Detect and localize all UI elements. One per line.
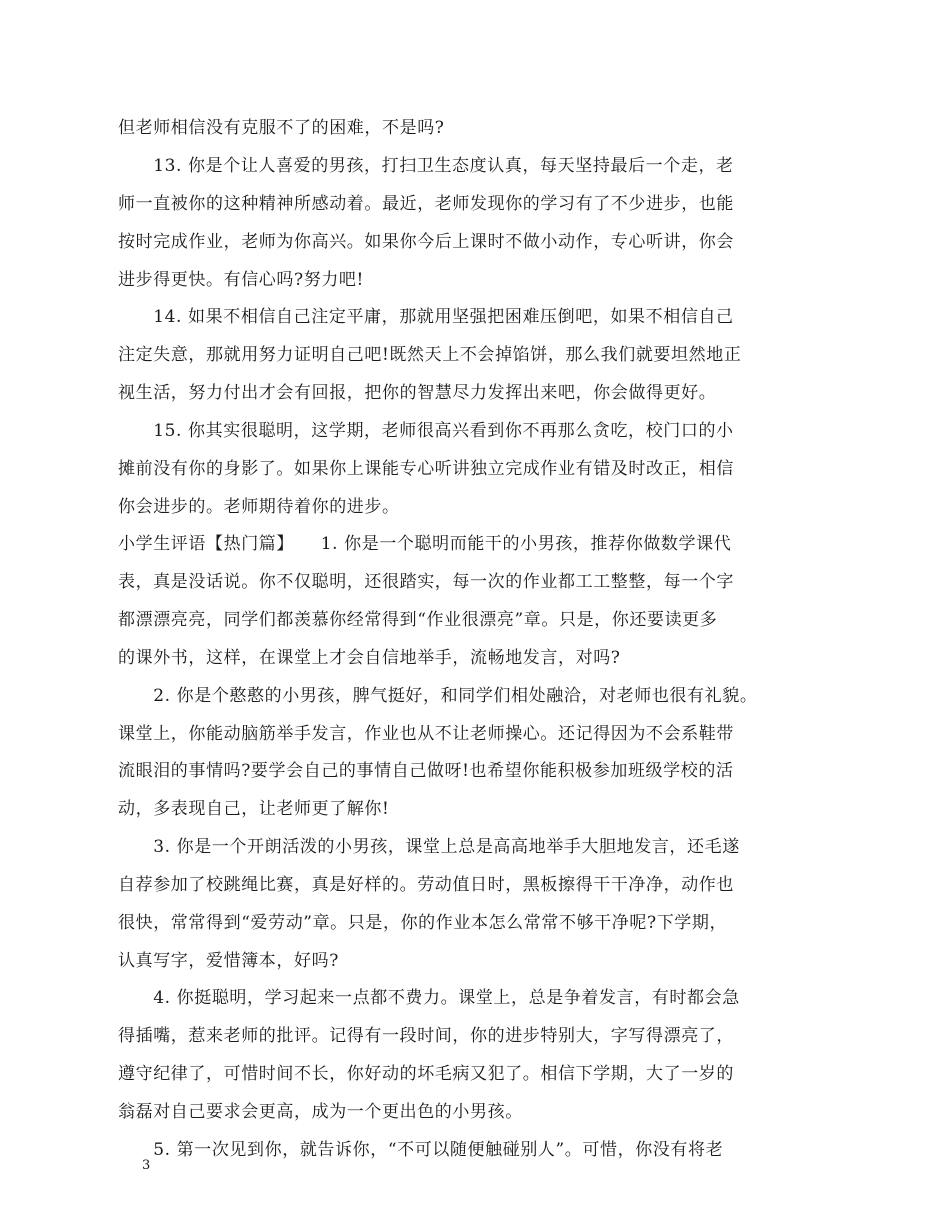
text-line: 13. 你是个让人喜爱的男孩，打扫卫生态度认真，每天坚持最后一个走，老 [118,156,734,176]
text-line: 5. 第一次见到你，就告诉你，“不可以随便触碰别人”。可惜，你没有将老 [118,1140,724,1160]
page-number: 3 [142,1158,151,1173]
text-line: 但老师相信没有克服不了的困难，不是吗? [118,118,445,138]
text-line: 3. 你是一个开朗活泼的小男孩，课堂上总是高高地举手大胆地发言，还毛遂 [118,837,740,857]
text-line: 动，多表现自己，让老师更了解你! [118,799,390,819]
text-line: 小学生评语【热门篇】 1. 你是一个聪明而能干的小男孩，推荐你做数学课代 [118,534,732,554]
text-line: 课堂上，你能动脑筋举手发言，作业也从不让老师操心。还记得因为不会系鞋带 [118,724,734,744]
text-line: 摊前没有你的身影了。如果你上课能专心听讲独立完成作业有错及时改正，相信 [118,459,734,479]
text-line: 认真写字，爱惜簿本，好吗? [118,951,339,971]
text-line: 遵守纪律了，可惜时间不长，你好动的坏毛病又犯了。相信下学期，大了一岁的 [118,1064,734,1084]
text-line: 2. 你是个憨憨的小男孩，脾气挺好，和同学们相处融洽，对老师也很有礼貌。 [118,686,758,706]
text-line: 自荐参加了校跳绳比赛，真是好样的。劳动值日时，黑板擦得干干净净，动作也 [118,875,734,895]
text-line: 14. 如果不相信自己注定平庸，那就用坚强把困难压倒吧，如果不相信自己 [118,307,734,327]
text-line: 进步得更快。有信心吗?努力吧! [118,270,364,290]
text-line: 的课外书，这样，在课堂上才会自信地举手，流畅地发言，对吗? [118,648,621,668]
text-line: 你会进步的。老师期待着你的进步。 [118,497,400,517]
text-line: 表，真是没话说。你不仅聪明，还很踏实，每一次的作业都工工整整，每一个字 [118,572,734,592]
text-line: 按时完成作业，老师为你高兴。如果你今后上课时不做小动作，专心听讲，你会 [118,232,734,252]
text-line: 流眼泪的事情吗?要学会自己的事情自己做呀!也希望你能积极参加班级学校的活 [118,761,734,781]
text-line: 15. 你其实很聪明，这学期，老师很高兴看到你不再那么贪吃，校门口的小 [118,421,734,441]
text-line: 都漂漂亮亮，同学们都羡慕你经常得到“作业很漂亮”章。只是，你还要读更多 [118,610,718,630]
text-line: 注定失意，那就用努力证明自己吧!既然天上不会掉馅饼，那么我们就要坦然地正 [118,345,742,365]
text-line: 翁磊对自己要求会更高，成为一个更出色的小男孩。 [118,1102,523,1122]
text-line: 视生活，努力付出才会有回报，把你的智慧尽力发挥出来吧，你会做得更好。 [118,383,717,403]
text-line: 4. 你挺聪明，学习起来一点都不费力。课堂上，总是争着发言，有时都会急 [118,988,740,1008]
text-line: 很快，常常得到“爱劳动”章。只是，你的作业本怎么常常不够干净呢?下学期， [118,913,728,933]
text-line: 得插嘴，惹来老师的批评。记得有一段时间，你的进步特别大，字写得漂亮了， [118,1026,734,1046]
text-line: 师一直被你的这种精神所感动着。最近，老师发现你的学习有了不少进步，也能 [118,194,734,214]
